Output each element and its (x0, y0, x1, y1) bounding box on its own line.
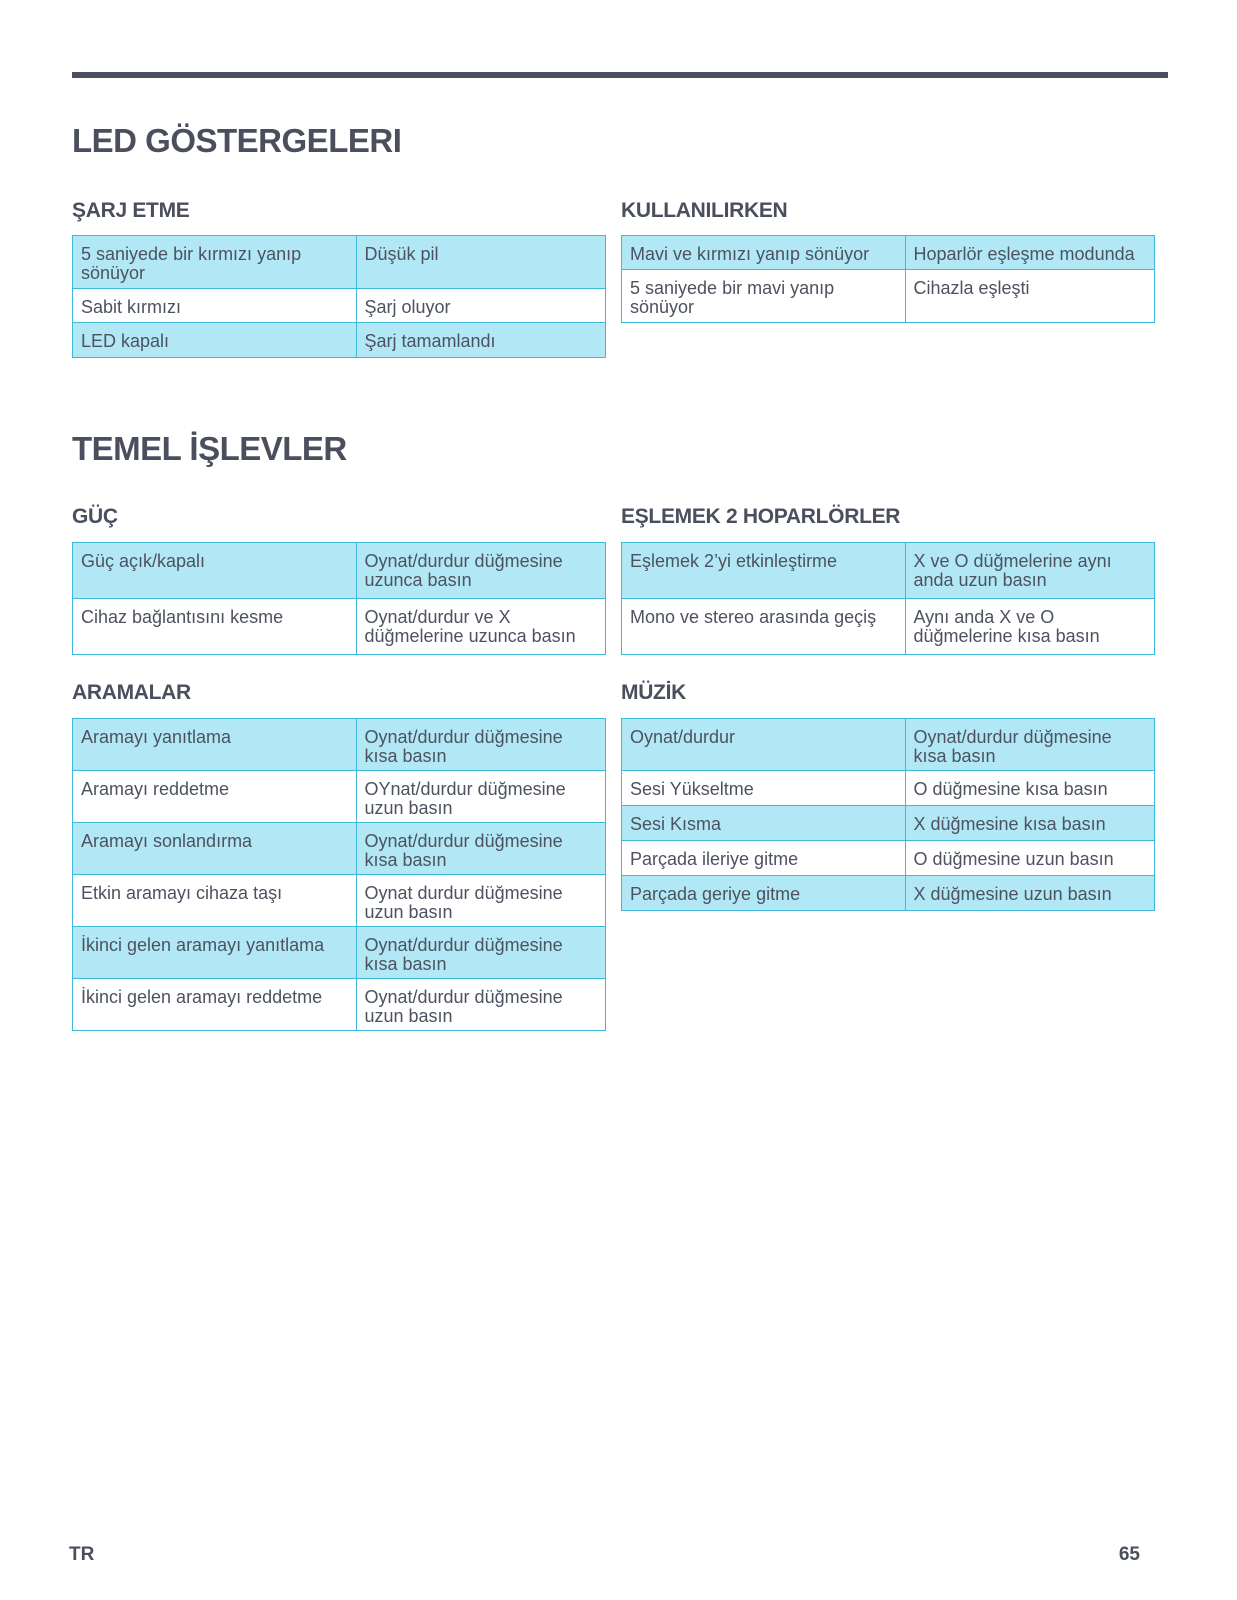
table-row (622, 771, 1155, 806)
table-cell: Sabit kırmızı (73, 289, 357, 323)
footer-page-number: 65 (1118, 1544, 1140, 1565)
power-title: GÜÇ (72, 505, 118, 528)
table-row (622, 236, 1155, 270)
table-cell: Oynat/durdur düğmesine kısa basın (356, 927, 606, 979)
table-row (73, 823, 606, 875)
table-cell: Şarj tamamlandı (356, 323, 606, 358)
power-table (72, 542, 606, 655)
table-row (622, 599, 1155, 655)
table-cell: Oynat/durdur (622, 719, 906, 771)
table-cell: Oynat/durdur düğmesine kısa basın (905, 719, 1155, 771)
top-rule (72, 72, 1168, 78)
table-row (73, 979, 606, 1031)
table-cell: X düğmesine uzun basın (905, 876, 1155, 911)
table-cell: Etkin aramayı cihaza taşı (73, 875, 357, 927)
table-cell: Aramayı yanıtlama (73, 719, 357, 771)
in-use-title: KULLANILIRKEN (621, 199, 788, 222)
table-row (73, 543, 606, 599)
table-row (622, 806, 1155, 841)
table-cell: OYnat/durdur düğmesine uzun basın (356, 771, 606, 823)
table-cell: LED kapalı (73, 323, 357, 358)
music-title: MÜZİK (621, 681, 686, 704)
table-cell: Parçada geriye gitme (622, 876, 906, 911)
footer-language: TR (69, 1544, 95, 1565)
table-cell: Oynat/durdur düğmesine kısa basın (356, 719, 606, 771)
calls-table (72, 718, 606, 1031)
table-row (622, 270, 1155, 323)
table-cell: Mono ve stereo arasında geçiş (622, 599, 906, 655)
table-row (622, 876, 1155, 911)
table-cell: Cihaz bağlantısını kesme (73, 599, 357, 655)
table-cell: Şarj oluyor (356, 289, 606, 323)
table-cell: Sesi Kısma (622, 806, 906, 841)
table-cell: Sesi Yükseltme (622, 771, 906, 806)
led-section-title: LED GÖSTERGELERI (72, 122, 402, 159)
table-row (73, 289, 606, 323)
table-cell: Güç açık/kapalı (73, 543, 357, 599)
table-cell: Oynat durdur düğmesine uzun basın (356, 875, 606, 927)
in-use-table (621, 235, 1155, 323)
table-row (73, 599, 606, 655)
charging-title: ŞARJ ETME (72, 199, 190, 222)
table-cell: 5 saniyede bir kırmızı yanıp sönüyor (73, 236, 357, 289)
calls-title: ARAMALAR (72, 681, 191, 704)
table-cell: O düğmesine kısa basın (905, 771, 1155, 806)
table-row (622, 719, 1155, 771)
table-cell: Oynat/durdur düğmesine uzun basın (356, 979, 606, 1031)
table-cell: Parçada ileriye gitme (622, 841, 906, 876)
table-cell: O düğmesine uzun basın (905, 841, 1155, 876)
table-cell: Aramayı sonlandırma (73, 823, 357, 875)
table-row (73, 771, 606, 823)
table-row (73, 927, 606, 979)
table-row (73, 719, 606, 771)
table-row (73, 875, 606, 927)
charging-table (72, 235, 606, 358)
basic-section-title: TEMEL İŞLEVLER (72, 430, 347, 467)
table-row (73, 236, 606, 289)
table-cell: X düğmesine kısa basın (905, 806, 1155, 841)
table-cell: 5 saniyede bir mavi yanıp sönüyor (622, 270, 906, 323)
table-cell: Oynat/durdur ve X düğmelerine uzunca basın (356, 599, 606, 655)
table-cell: Hoparlör eşleşme modunda (905, 236, 1155, 270)
table-cell: Cihazla eşleşti (905, 270, 1155, 323)
table-cell: İkinci gelen aramayı reddetme (73, 979, 357, 1031)
table-cell: X ve O düğmelerine aynı anda uzun basın (905, 543, 1155, 599)
music-table (621, 718, 1155, 911)
table-cell: Mavi ve kırmızı yanıp sönüyor (622, 236, 906, 270)
table-cell: Oynat/durdur düğmesine kısa basın (356, 823, 606, 875)
table-row (622, 543, 1155, 599)
table-cell: Düşük pil (356, 236, 606, 289)
table-cell: Eşlemek 2’yi etkinleştirme (622, 543, 906, 599)
table-cell: Aynı anda X ve O düğmelerine kısa basın (905, 599, 1155, 655)
table-cell: Aramayı reddetme (73, 771, 357, 823)
pairing-title: EŞLEMEK 2 HOPARLÖRLER (621, 505, 901, 528)
table-row (622, 841, 1155, 876)
pairing-table (621, 542, 1155, 655)
table-cell: Oynat/durdur düğmesine uzunca basın (356, 543, 606, 599)
table-row (73, 323, 606, 358)
table-cell: İkinci gelen aramayı yanıtlama (73, 927, 357, 979)
